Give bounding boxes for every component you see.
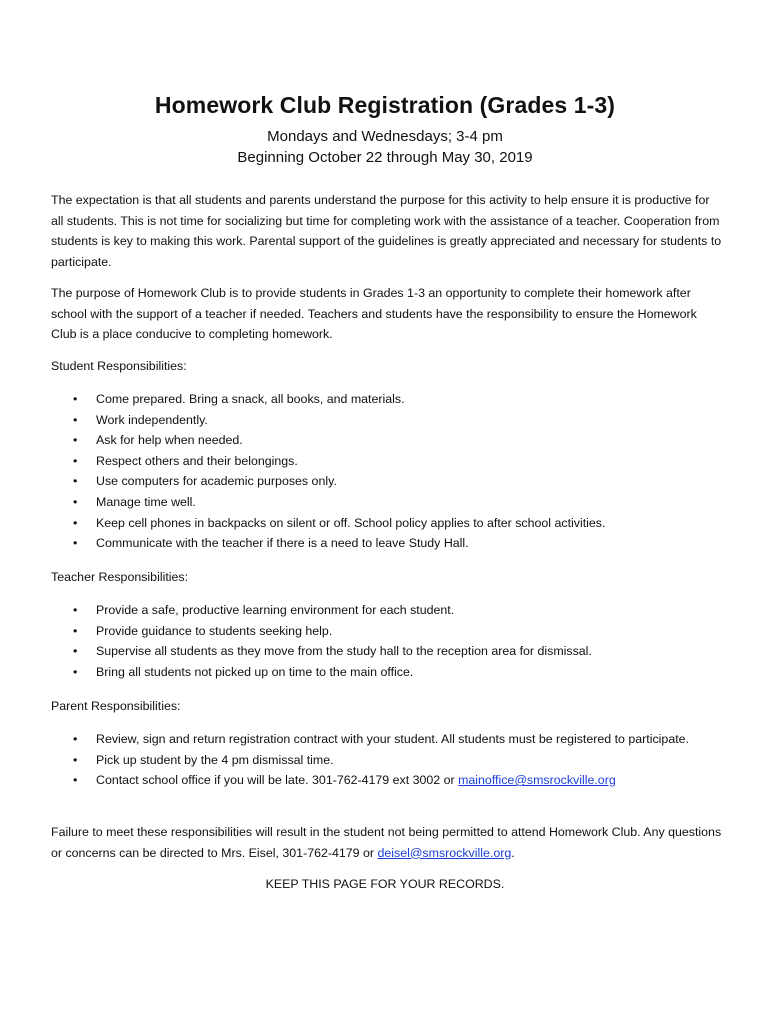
bullet-icon: • <box>73 644 78 659</box>
bullet-icon: • <box>73 752 78 767</box>
bullet-icon: • <box>73 603 78 617</box>
bullet-icon: • <box>73 474 78 489</box>
contact-email-link[interactable]: deisel@smsrockville.org <box>377 845 512 860</box>
list-item: • Provide a safe, productive learning environment for each student. <box>51 600 711 621</box>
list-item: • Manage time well. <box>51 492 711 513</box>
list-item: • Keep cell phones in backpacks on silent or off. School policy applies to after school activities. <box>51 513 711 534</box>
bullet-icon: • <box>73 773 78 788</box>
main-office-email-link[interactable]: mainoffice@smsrockville.org <box>458 773 616 788</box>
parent-responsibilities-heading: Parent Responsibilities: <box>51 699 181 713</box>
list-item: • Review, sign and return registration contract with your student. All students must be registered to participate. <box>51 729 711 750</box>
closing-paragraph: Failure to meet these responsibilities will result in the student not being permitted to attend Homework Club. Any questions or concerns can be directed to Mrs. Eisel, 301-762-4179 or deisel@smsrockville.org. <box>51 825 722 860</box>
bullet-icon: • <box>73 412 78 427</box>
subtitle-dates: Beginning October 22 through May 30, 2019 <box>237 149 533 166</box>
list-item: • Respect others and their belongings. <box>51 451 711 472</box>
list-item: • Contact school office if you will be late. 301-762-4179 ext 3002 or mainoffice@smsrockville.org <box>51 770 711 791</box>
bullet-icon: • <box>73 664 78 679</box>
list-item: • Use computers for academic purposes only. <box>51 471 711 492</box>
list-item: • Work independently. <box>51 410 711 431</box>
list-item: • Supervise all students as they move from the study hall to the reception area for dismissal. <box>51 641 711 662</box>
bullet-icon: • <box>73 515 78 530</box>
list-item: • Come prepared. Bring a snack, all books, and materials. <box>51 389 711 410</box>
page-title: Homework Club Registration (Grades 1-3) <box>154 92 616 118</box>
list-item: • Ask for help when needed. <box>51 430 711 451</box>
bullet-icon: • <box>73 623 78 638</box>
bullet-icon: • <box>73 536 78 551</box>
list-item: • Communicate with the teacher if there is a need to leave Study Hall. <box>51 533 711 554</box>
list-item: • Provide guidance to students seeking help. <box>51 621 711 642</box>
bullet-icon: • <box>73 433 78 448</box>
teacher-responsibilities-heading: Teacher Responsibilities: <box>51 570 189 584</box>
expectation-paragraph: The expectation is that all students and parents understand the purpose for this activity to help ensure it is productive for all students. This is not time for socializing but time for completing work with the assistance of a teacher. Cooperation from students is key to making this work. Parental support of the guidelines is greatly appreciated and necessary for students to participate. <box>51 193 722 269</box>
teacher-responsibilities-list <box>51 600 711 682</box>
list-item: • Bring all students not picked up on time to the main office. <box>51 662 711 683</box>
student-responsibilities-list <box>51 389 711 554</box>
subtitle-days: Mondays and Wednesdays; 3-4 pm <box>267 128 503 145</box>
records-note: KEEP THIS PAGE FOR YOUR RECORDS. <box>265 877 505 891</box>
student-responsibilities-heading: Student Responsibilities: <box>51 359 187 373</box>
purpose-paragraph: The purpose of Homework Club is to provide students in Grades 1-3 an opportunity to complete their homework after school with the support of a teacher if needed. Teachers and students have the responsibility to ensure the Homework Club is a place conducive to completing homework. <box>51 286 697 341</box>
list-item: • Pick up student by the 4 pm dismissal time. <box>51 750 711 771</box>
bullet-icon: • <box>73 453 78 468</box>
bullet-icon: • <box>73 732 78 746</box>
bullet-icon: • <box>73 494 78 509</box>
bullet-icon: • <box>73 392 78 406</box>
parent-responsibilities-list <box>51 729 711 791</box>
